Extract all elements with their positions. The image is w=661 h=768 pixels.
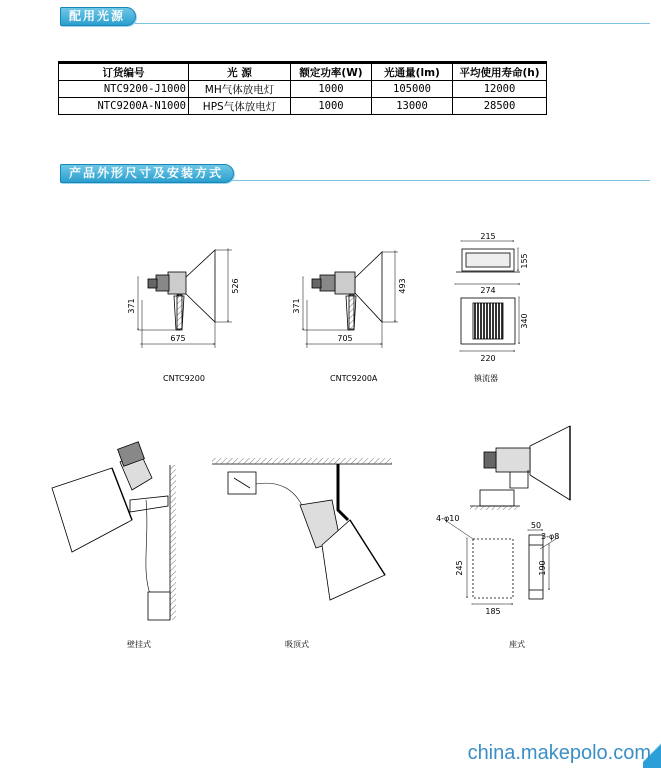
dim-top: 215 [480, 232, 496, 241]
dim-width: 185 [485, 607, 501, 616]
caption-cntc9200: CNTC9200 [163, 374, 205, 383]
caption-ceiling-mount: 吸顶式 [285, 640, 309, 649]
cell-power: 1000 [291, 81, 372, 98]
dim-width: 675 [170, 334, 186, 343]
dim-width: 705 [337, 334, 353, 343]
cell-flux: 105000 [372, 81, 453, 98]
cell-source: MH气体放电灯 [189, 81, 291, 98]
dim-mount: 371 [127, 298, 136, 314]
dim-height: 493 [398, 278, 407, 294]
dim-slot-width: 50 [530, 521, 542, 530]
dim-mount: 371 [292, 298, 301, 314]
cell-order-no: NTC9200A-N1000 [59, 98, 189, 115]
col-header-life: 平均使用寿命(h) [453, 64, 547, 81]
diagram-ceiling-mount [212, 458, 392, 600]
dim-height: 526 [231, 278, 240, 294]
cell-flux: 13000 [372, 98, 453, 115]
section-title: 产品外形尺寸及安装方式 [60, 164, 234, 183]
col-header-flux: 光通量(lm) [372, 64, 453, 81]
section-title: 配用光源 [60, 7, 136, 26]
label-slot-holes: 3-φ8 [541, 532, 560, 541]
dim-slot-height: 190 [538, 560, 547, 576]
col-header-power: 额定功率(W) [291, 64, 372, 81]
dim-side: 155 [520, 253, 529, 269]
cell-source: HPS气体放电灯 [189, 98, 291, 115]
dim-bottom: 220 [480, 354, 496, 363]
cell-power: 1000 [291, 98, 372, 115]
diagram-wall-mount [52, 442, 176, 620]
caption-stand-mount: 座式 [509, 640, 525, 649]
caption-ballast: 镇流器 [474, 374, 498, 383]
diagram-stand-mount [445, 426, 570, 604]
cell-order-no: NTC9200-J1000 [59, 81, 189, 98]
caption-wall-mount: 壁挂式 [127, 640, 151, 649]
cell-life: 12000 [453, 81, 547, 98]
diagram-ballast [456, 241, 520, 351]
col-header-order-no: 订货编号 [59, 64, 189, 81]
label-mount-holes: 4-φ10 [436, 514, 460, 523]
cell-life: 28500 [453, 98, 547, 115]
caption-cntc9200a: CNTC9200A [330, 374, 378, 383]
dim-height: 340 [520, 313, 529, 329]
watermark-text: china.makepolo.com [467, 742, 651, 764]
dim-height: 245 [455, 560, 464, 576]
dim-base: 274 [480, 286, 496, 295]
col-header-source: 光 源 [189, 64, 291, 81]
